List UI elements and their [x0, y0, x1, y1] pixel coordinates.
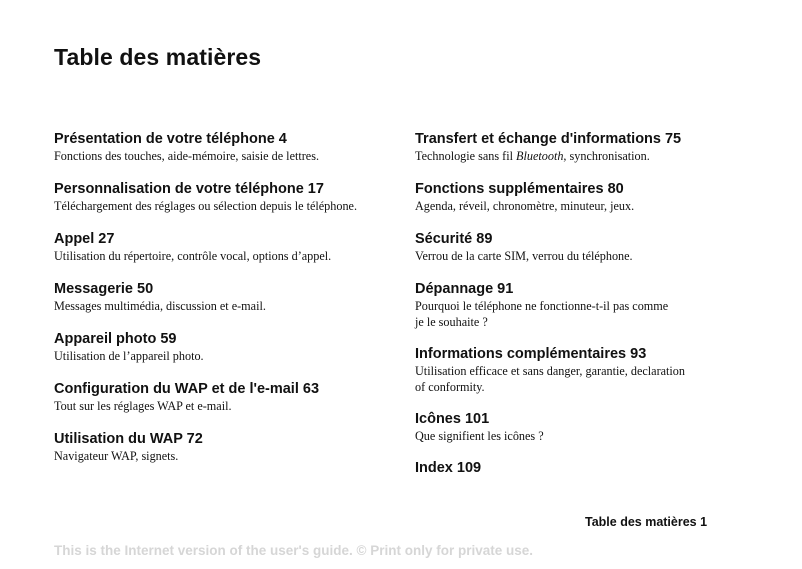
toc-entry[interactable] — [415, 345, 735, 395]
toc-entry[interactable] — [54, 230, 394, 264]
toc-entry-heading[interactable]: Présentation de votre téléphone 4 — [54, 131, 287, 147]
toc-entry[interactable] — [54, 280, 394, 314]
toc-entry-description: Agenda, réveil, chronomètre, minuteur, jeux. — [415, 199, 635, 213]
toc-entry-description: Pourquoi le téléphone ne fonctionne-t-il pas comme — [415, 299, 669, 313]
toc-entry-description: Utilisation efficace et sans danger, garantie, declaration — [415, 364, 685, 378]
toc-entry[interactable] — [54, 380, 394, 414]
toc-entry[interactable] — [415, 459, 735, 477]
toc-entry-description: Que signifient les icônes ? — [415, 429, 544, 443]
toc-entry[interactable] — [415, 230, 735, 264]
toc-entry[interactable] — [415, 130, 735, 164]
toc-entry-heading[interactable]: Informations complémentaires 93 — [415, 346, 647, 362]
toc-right-column — [415, 130, 735, 477]
toc-entry-description: je le souhaite ? — [415, 315, 488, 329]
toc-entry-heading[interactable]: Configuration du WAP et de l'e-mail 63 — [54, 381, 320, 397]
watermark-notice: This is the Internet version of the user's guide. © Print only for private use. — [54, 543, 533, 558]
toc-left-column — [54, 130, 394, 464]
toc-entry-description: Technologie sans fil Bluetooth, synchronisation. — [415, 149, 650, 163]
toc-entry-description: Verrou de la carte SIM, verrou du téléphone. — [415, 249, 633, 263]
toc-entry-heading[interactable]: Messagerie 50 — [54, 281, 154, 297]
toc-entry-description: Utilisation de l’appareil photo. — [54, 349, 204, 363]
toc-entry-heading[interactable]: Appel 27 — [54, 231, 115, 247]
page-number-label: Table des matières 1 — [585, 515, 708, 529]
toc-entry-description: of conformity. — [415, 380, 485, 394]
toc-entry-heading[interactable]: Index 109 — [415, 460, 482, 476]
toc-entry-description: Fonctions des touches, aide-mémoire, saisie de lettres. — [54, 149, 320, 163]
toc-entry-heading[interactable]: Utilisation du WAP 72 — [54, 431, 203, 447]
toc-entry[interactable] — [54, 430, 394, 464]
toc-entry-description: Messages multimédia, discussion et e-mail. — [54, 299, 266, 313]
toc-entry-heading[interactable]: Icônes 101 — [415, 411, 490, 427]
toc-entry[interactable] — [54, 130, 394, 164]
toc-entry-heading[interactable]: Appareil photo 59 — [54, 331, 177, 347]
toc-entry-description: Navigateur WAP, signets. — [54, 449, 179, 463]
toc-entry-description: Téléchargement des réglages ou sélection depuis le téléphone. — [54, 199, 357, 213]
toc-entry-heading[interactable]: Dépannage 91 — [415, 281, 514, 297]
toc-entry[interactable] — [415, 410, 735, 444]
toc-entry[interactable] — [54, 330, 394, 364]
toc-entry-description: Utilisation du répertoire, contrôle vocal, options d’appel. — [54, 249, 332, 263]
toc-entry[interactable] — [54, 180, 394, 214]
toc-entry-heading[interactable]: Personnalisation de votre téléphone 17 — [54, 181, 324, 197]
page-title: Table des matières — [54, 44, 262, 70]
toc-entry-heading[interactable]: Transfert et échange d'informations 75 — [415, 131, 682, 147]
toc-entry-heading[interactable]: Fonctions supplémentaires 80 — [415, 181, 624, 197]
toc-entry-heading[interactable]: Sécurité 89 — [415, 231, 493, 247]
toc-entry[interactable] — [415, 280, 735, 330]
toc-entry[interactable] — [415, 180, 735, 214]
toc-entry-description: Tout sur les réglages WAP et e-mail. — [54, 399, 232, 413]
